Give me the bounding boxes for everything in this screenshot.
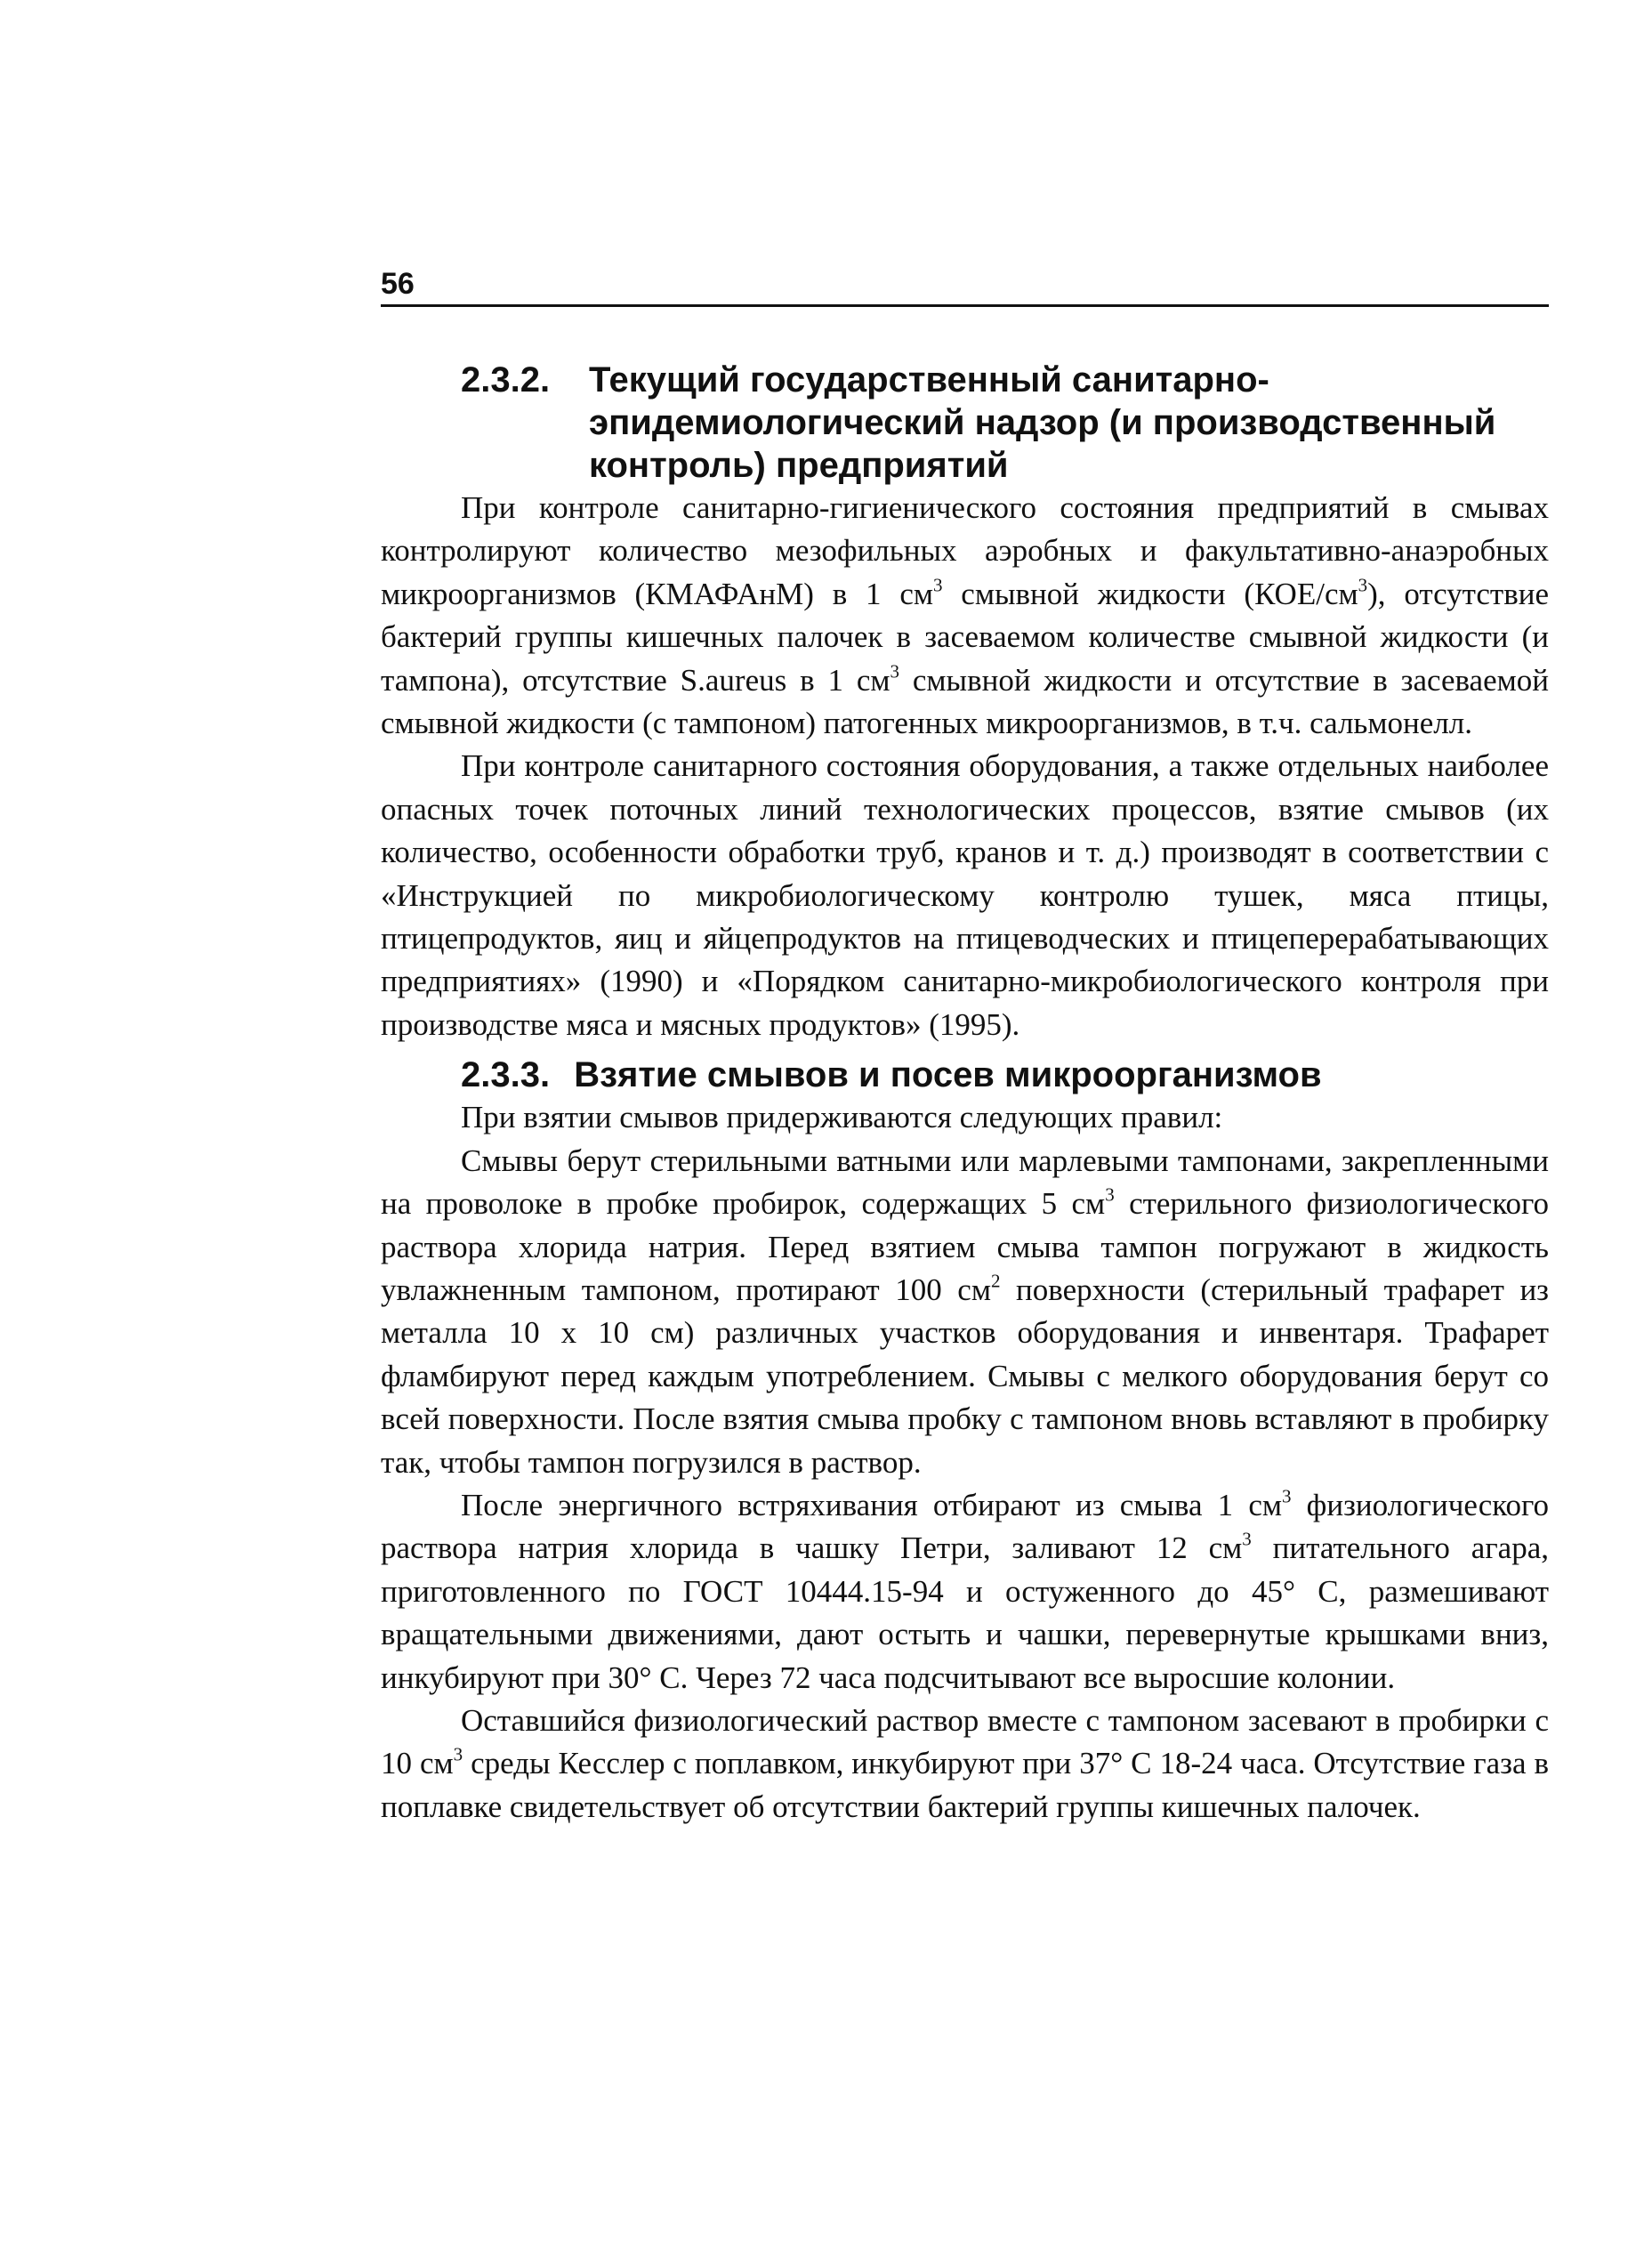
paragraph — [381, 487, 1549, 745]
text-run: стерильного физиологического раствора хлорида натрия. Перед взятием смыва тампон погружают в жидкость увлажненным тампоном, протирают 100 см — [381, 1186, 1549, 1307]
section-title: Текущий государственный санитарно-эпидемиологический надзор (и производственный контроль) предприятий — [589, 360, 1496, 485]
section-body-2-3-3 — [381, 1096, 1549, 1829]
text-run: смывной жидкости и отсутствие в засеваемой смывной жидкости (с тампоном) патогенных микроорганизмов, в т.ч. сальмонелл. — [381, 662, 1549, 741]
text-run: питательного агара, приготовленного по ГОСТ 10444.15-94 и остуженного до 45° С, размешивают вращательными движениями, дают остыть и чашки, перевернутые крышками вниз, инкубируют при 30° С. Через 72 часа подсчитывают все выросшие колонии. — [381, 1530, 1549, 1695]
page-number: 56 — [381, 267, 415, 301]
text-run: поверхности (стерильный трафарет из металла 10 х 10 см) различных участков оборудования и инвентаря. Трафарет фламбируют перед каждым употреблением. Смывы с мелкого оборудования берут со всей поверхности. После взятия смыва пробку с тампоном вновь вставляют в пробирку так, чтобы тампон погрузился в раствор. — [381, 1272, 1549, 1480]
superscript: 2 — [990, 1270, 1001, 1292]
superscript: 3 — [890, 659, 900, 682]
text-run: среды Кесслер с поплавком, инкубируют при 37° С 18-24 часа. Отсутствие газа в поплавке свидетельствует об отсутствии бактерий группы кишечных палочек. — [381, 1746, 1550, 1824]
text-run: При контроле санитарно-гигиенического состояния предприятий в смывах контролируют количество мезофильных аэробных и факультативно-анаэробных микроорганизмов (КМАФАнМ) в 1 см — [381, 490, 1549, 611]
superscript: 3 — [453, 1743, 463, 1765]
paragraph — [381, 745, 1549, 1046]
book-page — [381, 258, 1549, 1829]
section-title: Взятие смывов и посев микроорганизмов — [574, 1055, 1322, 1095]
section-heading-2-3-2 — [381, 359, 1549, 487]
superscript: 3 — [1358, 574, 1368, 596]
paragraph — [381, 1140, 1549, 1484]
page-header — [381, 258, 1549, 307]
superscript: 3 — [933, 574, 943, 596]
paragraph — [381, 1096, 1549, 1139]
text-run: При контроле санитарного состояния оборудования, а также отдельных наиболее опасных точек поточных линий технологических процессов, взятие смывов (их количество, особенности обработки труб, кранов и т. д.) производят в соответствии с «Инструкцией по микробиологическому контролю тушек, мяса птицы, птицепродуктов, яиц и яйцепродуктов на птицеводческих и птицеперерабатывающих предприятиях» (1990) и «Порядком санитарно-микробиологического контроля при производстве мяса и мясных продуктов» (1995). — [381, 748, 1549, 1042]
text-run: Оставшийся физиологический раствор вместе с тампоном засевают в пробирки с 10 см — [381, 1702, 1549, 1781]
section-number: 2.3.2. — [461, 360, 551, 400]
superscript: 3 — [1105, 1183, 1115, 1206]
text-run: При взятии смывов придерживаются следующих правил: — [461, 1100, 1223, 1135]
text-run: физиологического раствора натрия хлорида в чашку Петри, заливают 12 см — [381, 1487, 1549, 1566]
paragraph — [381, 1484, 1549, 1700]
text-run: После энергичного встряхивания отбирают из смыва 1 см — [461, 1487, 1283, 1522]
superscript: 3 — [1242, 1528, 1252, 1550]
paragraph — [381, 1700, 1549, 1829]
superscript: 3 — [1282, 1485, 1292, 1507]
section-heading-2-3-3 — [381, 1054, 1549, 1096]
section-body-2-3-2 — [381, 487, 1549, 1046]
section-number: 2.3.3. — [461, 1055, 551, 1095]
text-run: смывной жидкости (КОЕ/см — [942, 576, 1358, 611]
text-run: ), отсутствие бактерий группы кишечных палочек в засеваемом количестве смывной жидкости (и тампона), отсутствие S.aureus в 1 см — [381, 576, 1549, 698]
text-run: Смывы берут стерильными ватными или марлевыми тампонами, закрепленными на проволоке в пробке пробирок, содержащих 5 см — [381, 1143, 1549, 1222]
